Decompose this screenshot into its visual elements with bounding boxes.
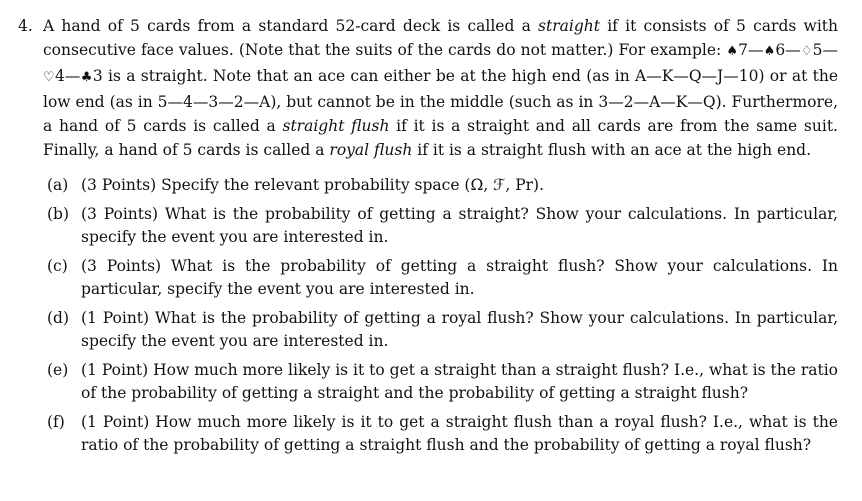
card-value: 5	[812, 41, 823, 59]
sub-question-e	[47, 359, 838, 405]
sub-question-text: (3 Points) What is the probability of getting a straight? Show your calculations. In particular, specify the event you are interested in.	[81, 205, 838, 246]
card-separator: —	[64, 67, 81, 85]
sub-question-c	[47, 255, 838, 301]
card-value: 3	[92, 67, 103, 85]
sub-question-text: (3 Points) Specify the relevant probability space (Ω, ℱ, Pr).	[81, 176, 545, 194]
card-separator: —	[747, 41, 764, 59]
term-straight: straight	[538, 17, 600, 35]
card-separator: —	[785, 41, 801, 59]
sub-question-label: (f)	[47, 413, 65, 431]
card-value: 7	[738, 41, 748, 59]
intro-text-4: if it is a straight and all cards are from the same suit. Finally, a hand of 5 cards is called a	[43, 117, 838, 159]
problem-number: 4.	[18, 17, 33, 35]
sub-question-label: (b)	[47, 205, 70, 223]
sub-question-text: (1 Point) How much more likely is it to get a straight flush than a royal flush? I.e., what is the ratio of the probability of getting a straight flush and the probability of getting a royal flush?	[81, 413, 838, 454]
card-separator: —	[822, 41, 839, 59]
problem-statement	[18, 14, 838, 162]
term-straight-flush: straight flush	[282, 117, 390, 135]
sub-question-label: (c)	[47, 257, 68, 275]
club-icon: ♣	[80, 70, 93, 85]
sub-question-text: (3 Points) What is the probability of getting a straight flush? Show your calculations. In particular, specify the event you are interested in.	[81, 257, 838, 298]
sub-question-d	[47, 307, 838, 353]
sub-question-f	[47, 411, 838, 457]
spade-icon: ♠	[763, 44, 776, 59]
sub-question-label: (a)	[47, 176, 69, 194]
intro-text-2: if it consists of 5 cards with consecutive face values. (Note that the suits of the cards do not matter.) For example:	[43, 17, 838, 59]
sub-question-b	[47, 203, 838, 249]
intro-text-5: if it is a straight flush with an ace at the high end.	[412, 141, 812, 159]
card-value: 6	[775, 41, 786, 59]
sub-question-text: (1 Point) What is the probability of getting a royal flush? Show your calculations. In particular, specify the event you are interested in.	[81, 309, 838, 350]
sub-question-label: (e)	[47, 361, 69, 379]
sub-question-label: (d)	[47, 309, 70, 327]
diamond-icon: ♢	[800, 44, 813, 59]
sub-question-a	[47, 174, 838, 197]
sub-question-list	[47, 174, 838, 457]
problem-body	[43, 14, 838, 162]
intro-text-3: is a straight. Note that an ace can either be at the high end (as in A—K—Q—J—10) or at the low end (as in 5—4—3—2—A), but cannot be in the middle (such as in 3—2—A—K—Q). Furthermore, a hand of 5 cards is called a	[43, 67, 839, 135]
card-value: 4	[55, 67, 65, 85]
intro-text-1: A hand of 5 cards from a standard 52-card deck is called a	[43, 17, 539, 35]
spade-icon: ♠	[726, 44, 739, 59]
problem-paragraph	[43, 14, 838, 162]
term-royal-flush: royal flush	[329, 141, 413, 159]
heart-icon: ♡	[43, 70, 56, 85]
sub-question-text: (1 Point) How much more likely is it to get a straight than a straight flush? I.e., what is the ratio of the probability of getting a straight and the probability of getting a straight flush?	[81, 361, 838, 402]
